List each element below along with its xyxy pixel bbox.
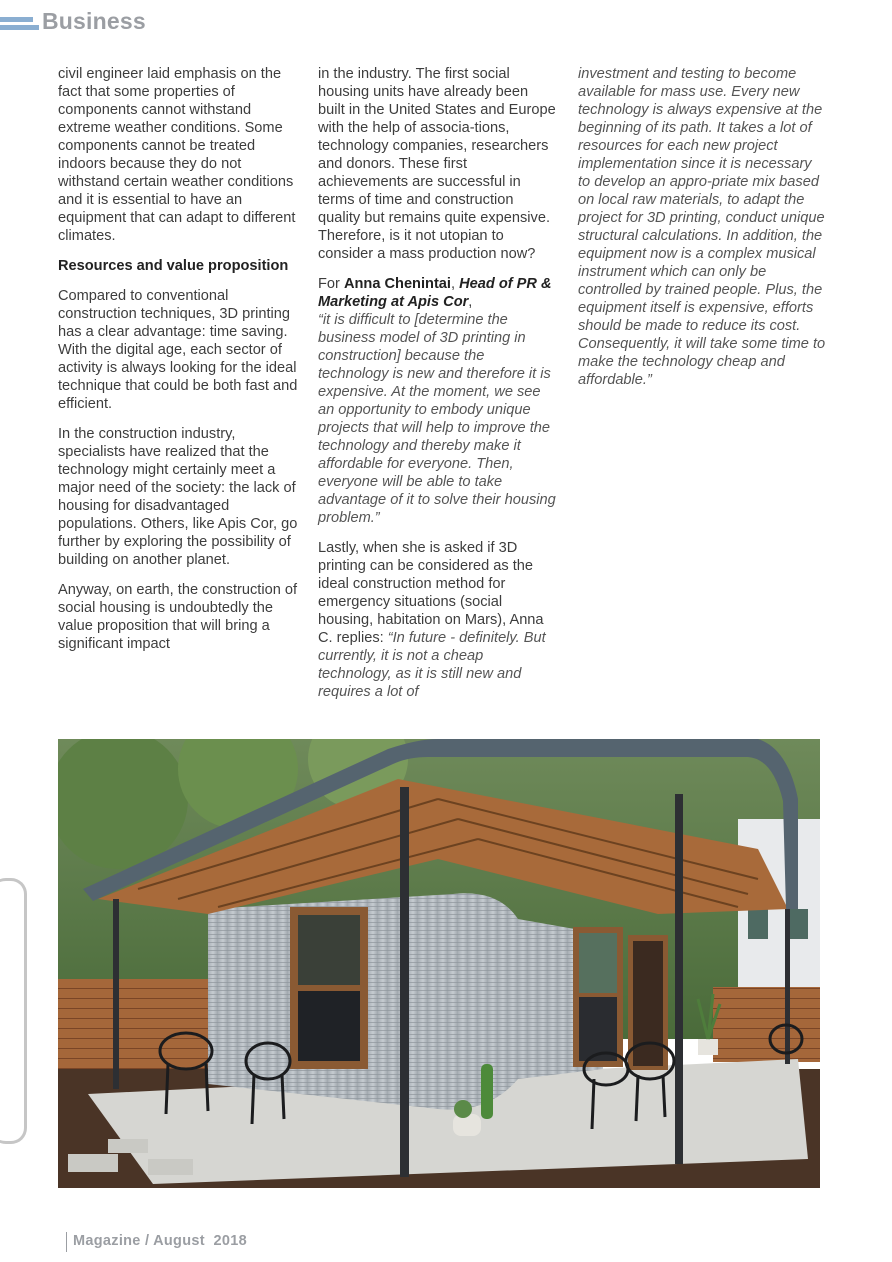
support-post xyxy=(785,909,790,1064)
person-name: Anna Chenintai xyxy=(343,276,451,292)
accent-bar xyxy=(0,25,39,30)
person-role: Head of PR & Marketing at Apis Cor xyxy=(318,276,552,310)
accent-bar xyxy=(0,17,33,22)
plant-pot xyxy=(698,1039,718,1055)
section-accent-bars xyxy=(0,16,40,32)
section-title: Business xyxy=(42,8,146,34)
support-post xyxy=(113,899,119,1089)
paragraph: In the construction industry, specialists have realized that the technology might certainly meet a major need of the society: the lack of housing for disadvantaged populations. Others, like Apis Cor, go further by exploring the possibility of building on another planet. xyxy=(58,426,298,568)
side-tab-outline xyxy=(0,878,27,1144)
text: For xyxy=(318,276,344,292)
article-column-2 xyxy=(318,65,558,713)
paragraph: in the industry. The first social housing units have already been built in the United States and Europe with the help of associa-tions, technology companies, researchers and donors. These first achievements are successful in terms of time and construction quality but remains quite expensive. Therefore, is it not utopian to consider a mass production now? xyxy=(318,66,556,262)
text: , xyxy=(450,276,460,292)
paragraph: Anyway, on earth, the construction of social housing is undoubtedly the value proposition that will bring a significant impact xyxy=(58,582,298,652)
paragraph: Compared to conventional construction techniques, 3D printing has a clear advantage: time saving. With the digital age, each sector of activity is always looking for the ideal technique that could be both fast and efficient. xyxy=(58,288,298,412)
quote-paragraph xyxy=(318,275,558,527)
text: Lastly, when she is asked if 3D printing can be considered as the ideal construction method for emergency situations (social housing, habitation on Mars), Anna C. replies: xyxy=(318,540,544,646)
right-fence xyxy=(713,987,820,1062)
left-fence xyxy=(58,979,213,1079)
paragraph xyxy=(318,539,558,701)
quote: “it is difficult to [determine the business model of 3D printing in construction] because the technology is new and therefore it is expensive. At the moment, we see an opportunity to embody unique projects that will help to improve the technology and thereby make it affordable for everyone. Then, everyone will be able to take advantage of it to solve their housing problem.” xyxy=(318,312,556,526)
quote-continuation: investment and testing to become available for mass use. Every new technology is always expensive at the beginning of its path. It takes a lot of resources for each new project implementation since it is necessary to develop an appro-priate mix based on local raw materials, to adapt the project for 3D printing, conduct unique structural calculations. In addition, the equipment now is a complex musical instrument which can only be controlled by trained people. Plus, the equipment itself is expensive, efforts should be made to reduce its cost. Consequently, it will take some time to make the technology cheap and affordable.” xyxy=(578,66,826,388)
house-photo xyxy=(58,739,820,1188)
cactus xyxy=(481,1064,493,1119)
article-column-1 xyxy=(58,65,303,665)
quote: “In future - definitely. But currently, it is not a cheap technology, as it is still new and requires a lot of xyxy=(318,630,546,700)
support-post xyxy=(400,787,409,1177)
paragraph: civil engineer laid emphasis on the fact that some properties of components cannot withstand extreme weather conditions. Some components cannot be treated indoors because they do not withstand certain weather conditions and it is essential to have an equipment that can adapt to different climates. xyxy=(58,66,296,244)
text: , xyxy=(468,294,473,310)
footer-issue-label: Magazine / August 2018 xyxy=(73,1233,247,1249)
subheading: Resources and value proposition xyxy=(58,258,289,274)
article-column-3 xyxy=(578,65,826,401)
support-post xyxy=(675,794,683,1164)
footer-divider xyxy=(66,1232,67,1252)
